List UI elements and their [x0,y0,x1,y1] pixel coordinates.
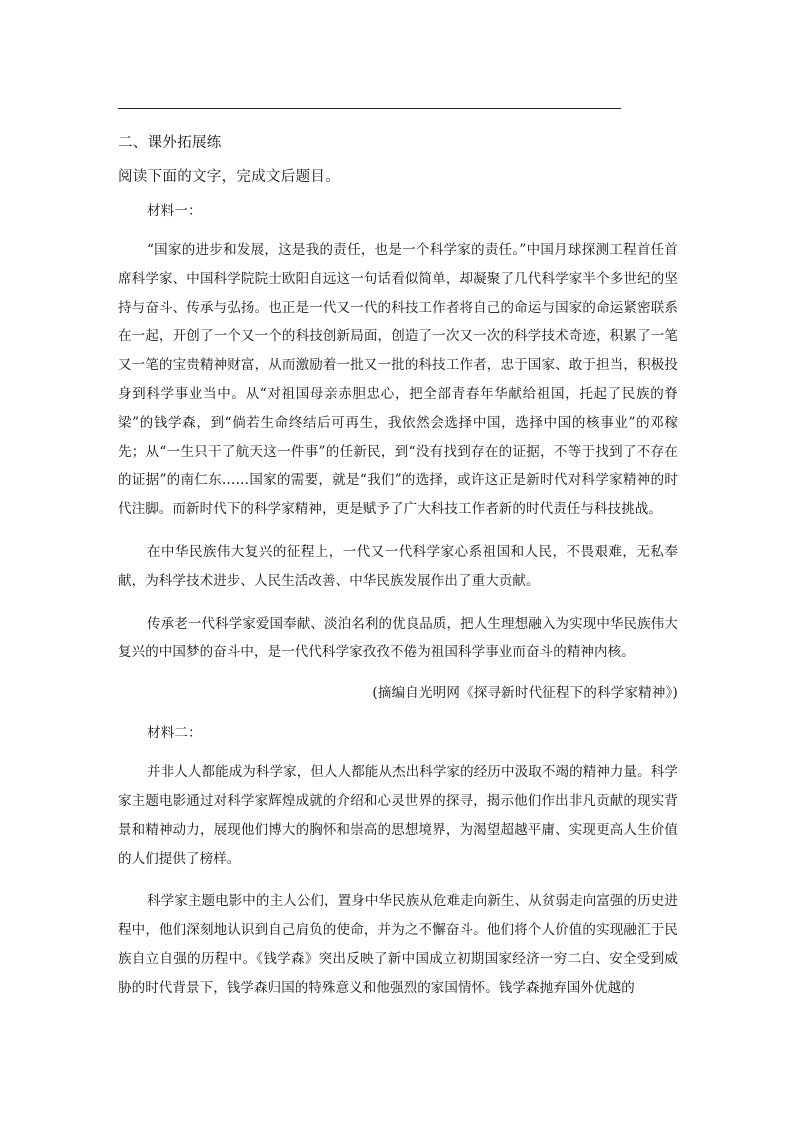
reading-instruction: 阅读下面的文字，完成文后题目。 [118,169,340,185]
material-one-paragraph-3: 传承老一代科学家爱国奉献、淡泊名利的优良品质，把人生理想融入为实现中华民族伟大复兴的中国梦的奋斗中，是一代代科学家孜孜不倦为祖国科学事业而奋斗的精神内核。 [118,615,678,661]
material-two-label: 材料二： [147,725,202,742]
material-one-paragraph-1: “国家的进步和发展，这是我的责任，也是一个科学家的责任。”中国月球探测工程首任首席科学家、中国科学院院士欧阳自远这一句话看似简单，却凝聚了几代科学家半个多世纪的坚持与奋斗、传承与弘扬。也正是一代又一代的科技工作者将自己的命运与国家的命运紧密联系在一起，开创了一个又一个的科技创新局面，创造了一次又一次的科学技术奇迹，积累了一笔又一笔的宝贵精神财富，从而激励着一批又一批的科技工作者，忠于国家、敢于担当，积极投身到科学事业当中。从“对祖国母亲赤胆忠心，把全部青春年华献给祖国，托起了民族的脊梁”的钱学森，到“倘若生命终结后可再生，我依然会选择中国，选择中国的核事业”的邓稼先；从“一生只干了航天这一件事”的任新民，到“没有找到存在的证据，不等于找到了不存在的证据”的南仁东……国家的需要，就是“我们”的选择，或许这正是新时代对科学家精神的时代注脚。而新时代下的科学家精神，更是赋予了广大科技工作者新的时代责任与科技挑战。 [118,242,678,518]
material-two-paragraph-1: 并非人人都能成为科学家，但人人都能从杰出科学家的经历中汲取不竭的精神力量。科学家主题电影通过对科学家辉煌成就的介绍和心灵世界的探寻，揭示他们作出非凡贡献的现实背景和精神动力，展现他们博大的胸怀和崇高的思想境界，为渴望超越平庸、实现更高人生价值的人们提供了榜样。 [118,764,678,867]
material-one-label: 材料一： [147,203,202,219]
section-heading: 二、课外拓展练 [118,135,222,151]
document-body [118,131,678,1017]
material-two-paragraph-2: 科学家主题电影中的主人公们，置身中华民族从危难走向新生、从贫弱走向富强的历史进程中，他们深刻地认识到自己肩负的使命，并为之不懈奋斗。他们将个人价值的实现融汇于民族自立自强的历程中。《钱学森》突出反映了新中国成立初期国家经济一穷二白、安全受到威胁的时代背景下，钱学森归国的特殊意义和他强烈的家国情怀。钱学森抛弃国外优越的 [118,893,678,996]
material-one-citation: (摘编自光明网《探寻新时代征程下的科学家精神》) [372,685,678,702]
material-one-paragraph-2: 在中华民族伟大复兴的征程上，一代又一代科学家心系祖国和人民，不畏艰难，无私奉献，为科学技术进步、人民生活改善、中华民族发展作出了重大贡献。 [118,543,678,589]
top-divider [118,108,621,109]
